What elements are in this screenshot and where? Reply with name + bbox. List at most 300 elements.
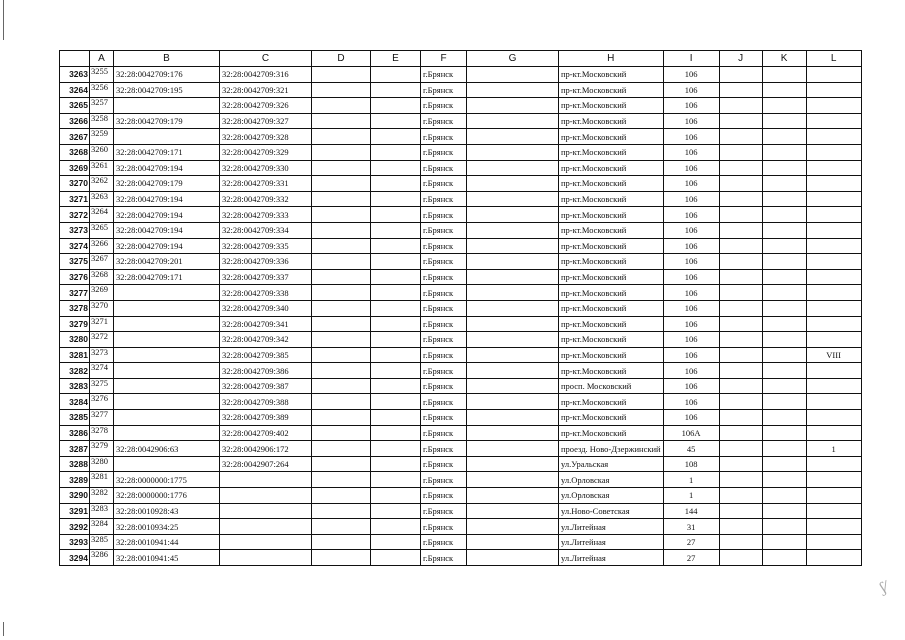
table-row — [60, 98, 862, 114]
row-number: 3271 — [60, 191, 90, 207]
cell-b: 32:28:0000000:1775 — [114, 472, 220, 488]
cell-b: 32:28:0042709:179 — [114, 113, 220, 129]
cell-j — [719, 207, 762, 223]
cell-k — [762, 410, 806, 426]
cell-g — [467, 113, 559, 129]
cell-j — [719, 113, 762, 129]
cell-c — [220, 550, 312, 566]
column-header-g: G — [467, 51, 559, 67]
cell-a: 3278 — [90, 425, 114, 441]
cell-h: проезд. Ново-Дзержинский — [559, 441, 664, 457]
cell-d — [312, 285, 371, 301]
row-number: 3273 — [60, 222, 90, 238]
cell-d — [312, 472, 371, 488]
cell-b — [114, 410, 220, 426]
cell-k — [762, 113, 806, 129]
row-number: 3282 — [60, 363, 90, 379]
cell-d — [312, 503, 371, 519]
cell-d — [312, 363, 371, 379]
table-row — [60, 113, 862, 129]
cell-a: 3257 — [90, 98, 114, 114]
cell-d — [312, 129, 371, 145]
cell-a: 3273 — [90, 347, 114, 363]
cell-l — [806, 238, 861, 254]
cell-d — [312, 238, 371, 254]
cell-b: 32:28:0042709:194 — [114, 222, 220, 238]
cell-j — [719, 425, 762, 441]
cell-i: 144 — [663, 503, 719, 519]
cell-j — [719, 285, 762, 301]
handwritten-mark-icon: ʃ⁄ — [877, 579, 891, 597]
cell-d — [312, 160, 371, 176]
cell-a: 3260 — [90, 144, 114, 160]
cell-l — [806, 519, 861, 535]
cell-b: 32:28:0000000:1776 — [114, 488, 220, 504]
cell-f: г.Брянск — [421, 129, 467, 145]
row-number: 3280 — [60, 332, 90, 348]
cell-a: 3262 — [90, 176, 114, 192]
cell-h: пр-кт.Московский — [559, 82, 664, 98]
cell-b — [114, 394, 220, 410]
cell-c: 32:28:0042709:333 — [220, 207, 312, 223]
cell-j — [719, 378, 762, 394]
cell-c: 32:28:0042709:337 — [220, 269, 312, 285]
cell-f: г.Брянск — [421, 456, 467, 472]
cell-k — [762, 534, 806, 550]
cell-k — [762, 550, 806, 566]
column-header-l: L — [806, 51, 861, 67]
column-header-k: K — [762, 51, 806, 67]
cell-f: г.Брянск — [421, 82, 467, 98]
column-header-f: F — [421, 51, 467, 67]
cell-g — [467, 300, 559, 316]
cell-d — [312, 394, 371, 410]
row-number: 3292 — [60, 519, 90, 535]
cell-h: пр-кт.Московский — [559, 300, 664, 316]
cell-k — [762, 176, 806, 192]
cell-d — [312, 207, 371, 223]
cell-k — [762, 441, 806, 457]
cell-a: 3284 — [90, 519, 114, 535]
column-header-i: I — [663, 51, 719, 67]
cell-e — [371, 207, 421, 223]
cell-i: 106 — [663, 394, 719, 410]
cell-l — [806, 82, 861, 98]
cell-e — [371, 503, 421, 519]
cell-f: г.Брянск — [421, 285, 467, 301]
cell-c: 32:28:0042709:389 — [220, 410, 312, 426]
cell-k — [762, 144, 806, 160]
row-number: 3267 — [60, 129, 90, 145]
cell-d — [312, 67, 371, 83]
column-header-j: J — [719, 51, 762, 67]
cell-f: г.Брянск — [421, 300, 467, 316]
cell-g — [467, 394, 559, 410]
cell-k — [762, 300, 806, 316]
table-row — [60, 129, 862, 145]
cell-b: 32:28:0010934:25 — [114, 519, 220, 535]
cell-c: 32:28:0042709:387 — [220, 378, 312, 394]
table-row — [60, 82, 862, 98]
cell-b — [114, 129, 220, 145]
row-number: 3293 — [60, 534, 90, 550]
cell-i: 31 — [663, 519, 719, 535]
cell-c: 32:28:0042709:336 — [220, 254, 312, 270]
cell-f: г.Брянск — [421, 144, 467, 160]
cell-i: 106 — [663, 410, 719, 426]
cell-h: просп. Московский — [559, 378, 664, 394]
cell-a: 3276 — [90, 394, 114, 410]
cell-a: 3282 — [90, 488, 114, 504]
cell-f: г.Брянск — [421, 394, 467, 410]
cell-b: 32:28:0010941:44 — [114, 534, 220, 550]
cell-l — [806, 316, 861, 332]
cell-h: пр-кт.Московский — [559, 176, 664, 192]
cell-d — [312, 113, 371, 129]
table-row — [60, 238, 862, 254]
cell-a: 3280 — [90, 456, 114, 472]
cell-j — [719, 254, 762, 270]
cell-e — [371, 98, 421, 114]
cell-a: 3283 — [90, 503, 114, 519]
cell-b — [114, 300, 220, 316]
cell-e — [371, 441, 421, 457]
cell-l — [806, 222, 861, 238]
cell-c: 32:28:0042709:321 — [220, 82, 312, 98]
cell-g — [467, 363, 559, 379]
cell-c: 32:28:0042709:386 — [220, 363, 312, 379]
cell-d — [312, 222, 371, 238]
cell-g — [467, 456, 559, 472]
cell-l — [806, 332, 861, 348]
cell-a: 3266 — [90, 238, 114, 254]
cell-d — [312, 519, 371, 535]
cell-a: 3275 — [90, 378, 114, 394]
cell-l — [806, 67, 861, 83]
cell-a: 3259 — [90, 129, 114, 145]
cell-f: г.Брянск — [421, 238, 467, 254]
cell-h: пр-кт.Московский — [559, 207, 664, 223]
cell-c: 32:28:0042709:388 — [220, 394, 312, 410]
table-row — [60, 519, 862, 535]
cell-a: 3255 — [90, 67, 114, 83]
cell-f: г.Брянск — [421, 160, 467, 176]
cell-i: 106 — [663, 347, 719, 363]
cell-i: 27 — [663, 550, 719, 566]
cell-b — [114, 347, 220, 363]
cell-f: г.Брянск — [421, 316, 467, 332]
cell-e — [371, 82, 421, 98]
cell-l — [806, 98, 861, 114]
cell-j — [719, 363, 762, 379]
row-number: 3276 — [60, 269, 90, 285]
cell-h: ул.Орловская — [559, 472, 664, 488]
cell-a: 3281 — [90, 472, 114, 488]
cell-h: пр-кт.Московский — [559, 67, 664, 83]
cell-b: 32:28:0010928:43 — [114, 503, 220, 519]
cell-c: 32:28:0042709:385 — [220, 347, 312, 363]
row-number: 3294 — [60, 550, 90, 566]
cell-a: 3261 — [90, 160, 114, 176]
cell-k — [762, 425, 806, 441]
cell-g — [467, 238, 559, 254]
cell-h: пр-кт.Московский — [559, 144, 664, 160]
cell-j — [719, 519, 762, 535]
cell-d — [312, 332, 371, 348]
scan-edge-mark-top — [3, 0, 4, 40]
cell-l — [806, 410, 861, 426]
cell-k — [762, 394, 806, 410]
cell-c: 32:28:0042709:316 — [220, 67, 312, 83]
row-number: 3278 — [60, 300, 90, 316]
column-header-h: H — [559, 51, 664, 67]
cell-j — [719, 488, 762, 504]
cell-a: 3258 — [90, 113, 114, 129]
cell-f: г.Брянск — [421, 332, 467, 348]
cell-a: 3256 — [90, 82, 114, 98]
cell-b — [114, 363, 220, 379]
cell-j — [719, 98, 762, 114]
cell-l — [806, 394, 861, 410]
cell-d — [312, 378, 371, 394]
cell-i: 106 — [663, 300, 719, 316]
cell-c: 32:28:0042709:332 — [220, 191, 312, 207]
cell-f: г.Брянск — [421, 441, 467, 457]
cell-c — [220, 488, 312, 504]
cell-i: 106 — [663, 207, 719, 223]
cell-e — [371, 222, 421, 238]
table-row — [60, 410, 862, 426]
cell-g — [467, 519, 559, 535]
table-row — [60, 425, 862, 441]
cell-l — [806, 160, 861, 176]
cell-c: 32:28:0042709:335 — [220, 238, 312, 254]
cell-f: г.Брянск — [421, 410, 467, 426]
cell-h: пр-кт.Московский — [559, 316, 664, 332]
cell-h: пр-кт.Московский — [559, 425, 664, 441]
cell-k — [762, 129, 806, 145]
cell-i: 106А — [663, 425, 719, 441]
cell-g — [467, 144, 559, 160]
cell-d — [312, 550, 371, 566]
column-header-row — [60, 51, 862, 67]
cell-e — [371, 67, 421, 83]
cell-i: 106 — [663, 191, 719, 207]
cell-h: ул.Литейная — [559, 550, 664, 566]
cell-b — [114, 378, 220, 394]
cell-l — [806, 503, 861, 519]
cell-a: 3265 — [90, 222, 114, 238]
cell-k — [762, 160, 806, 176]
cell-i: 106 — [663, 316, 719, 332]
cell-l — [806, 363, 861, 379]
cell-l — [806, 191, 861, 207]
cell-c: 32:28:0042709:341 — [220, 316, 312, 332]
cell-c: 32:28:0042709:334 — [220, 222, 312, 238]
cell-l — [806, 534, 861, 550]
cell-k — [762, 82, 806, 98]
cell-h: пр-кт.Московский — [559, 410, 664, 426]
cell-h: пр-кт.Московский — [559, 254, 664, 270]
table-row — [60, 254, 862, 270]
cell-i: 106 — [663, 378, 719, 394]
cell-d — [312, 144, 371, 160]
cell-i: 106 — [663, 113, 719, 129]
cell-e — [371, 160, 421, 176]
cell-d — [312, 82, 371, 98]
cell-g — [467, 191, 559, 207]
row-number: 3286 — [60, 425, 90, 441]
cell-c — [220, 503, 312, 519]
row-number: 3285 — [60, 410, 90, 426]
cell-g — [467, 222, 559, 238]
cell-j — [719, 269, 762, 285]
cell-e — [371, 144, 421, 160]
cell-b: 32:28:0042709:171 — [114, 144, 220, 160]
cell-e — [371, 238, 421, 254]
cell-f: г.Брянск — [421, 269, 467, 285]
cell-c: 32:28:0042709:329 — [220, 144, 312, 160]
cell-d — [312, 441, 371, 457]
row-number: 3290 — [60, 488, 90, 504]
cell-h: пр-кт.Московский — [559, 98, 664, 114]
table-row — [60, 191, 862, 207]
cell-d — [312, 191, 371, 207]
cell-i: 106 — [663, 144, 719, 160]
cell-g — [467, 378, 559, 394]
cell-f: г.Брянск — [421, 378, 467, 394]
table-row — [60, 300, 862, 316]
cell-f: г.Брянск — [421, 519, 467, 535]
cell-j — [719, 129, 762, 145]
scan-edge-mark-bottom — [3, 622, 4, 636]
cell-h: пр-кт.Московский — [559, 394, 664, 410]
cell-b — [114, 98, 220, 114]
cell-k — [762, 269, 806, 285]
table-row — [60, 441, 862, 457]
cell-l — [806, 378, 861, 394]
cell-l — [806, 285, 861, 301]
cell-d — [312, 300, 371, 316]
cell-c: 32:28:0042709:327 — [220, 113, 312, 129]
cell-e — [371, 176, 421, 192]
cell-f: г.Брянск — [421, 254, 467, 270]
cell-k — [762, 503, 806, 519]
cell-h: пр-кт.Московский — [559, 347, 664, 363]
cell-a: 3285 — [90, 534, 114, 550]
table-row — [60, 67, 862, 83]
cell-g — [467, 472, 559, 488]
cell-a: 3271 — [90, 316, 114, 332]
cell-j — [719, 316, 762, 332]
cell-k — [762, 347, 806, 363]
cell-c: 32:28:0042906:172 — [220, 441, 312, 457]
cell-g — [467, 332, 559, 348]
cell-i: 1 — [663, 472, 719, 488]
cell-g — [467, 207, 559, 223]
cell-c — [220, 519, 312, 535]
cell-i: 106 — [663, 285, 719, 301]
cell-b: 32:28:0042709:194 — [114, 207, 220, 223]
table-row — [60, 456, 862, 472]
cell-k — [762, 488, 806, 504]
cell-k — [762, 456, 806, 472]
cell-f: г.Брянск — [421, 472, 467, 488]
cell-d — [312, 456, 371, 472]
cell-h: ул.Литейная — [559, 519, 664, 535]
row-number: 3274 — [60, 238, 90, 254]
cell-h: ул.Ново-Советская — [559, 503, 664, 519]
table-row — [60, 363, 862, 379]
cell-c: 32:28:0042709:330 — [220, 160, 312, 176]
cell-l: 1 — [806, 441, 861, 457]
cell-k — [762, 316, 806, 332]
cell-i: 106 — [663, 363, 719, 379]
cell-e — [371, 285, 421, 301]
cell-d — [312, 316, 371, 332]
cell-h: пр-кт.Московский — [559, 222, 664, 238]
cell-g — [467, 160, 559, 176]
cell-e — [371, 191, 421, 207]
cell-g — [467, 347, 559, 363]
cell-g — [467, 534, 559, 550]
cell-j — [719, 332, 762, 348]
row-number: 3277 — [60, 285, 90, 301]
cell-c: 32:28:0042709:326 — [220, 98, 312, 114]
cell-j — [719, 394, 762, 410]
cell-g — [467, 410, 559, 426]
cell-j — [719, 534, 762, 550]
cell-b — [114, 456, 220, 472]
cell-g — [467, 488, 559, 504]
cell-a: 3277 — [90, 410, 114, 426]
row-number: 3266 — [60, 113, 90, 129]
cell-j — [719, 222, 762, 238]
cell-l — [806, 113, 861, 129]
cell-j — [719, 347, 762, 363]
table-row — [60, 378, 862, 394]
cell-b: 32:28:0042709:194 — [114, 191, 220, 207]
cell-l — [806, 207, 861, 223]
row-number: 3281 — [60, 347, 90, 363]
cell-a: 3286 — [90, 550, 114, 566]
cell-i: 108 — [663, 456, 719, 472]
cell-k — [762, 285, 806, 301]
cell-h: пр-кт.Московский — [559, 238, 664, 254]
cell-c: 32:28:0042709:402 — [220, 425, 312, 441]
cell-i: 106 — [663, 82, 719, 98]
table-row — [60, 207, 862, 223]
cell-d — [312, 98, 371, 114]
cell-d — [312, 269, 371, 285]
cell-l — [806, 550, 861, 566]
cell-d — [312, 347, 371, 363]
cell-e — [371, 550, 421, 566]
cell-b — [114, 332, 220, 348]
cell-k — [762, 207, 806, 223]
row-number: 3263 — [60, 67, 90, 83]
cell-f: г.Брянск — [421, 207, 467, 223]
cell-a: 3272 — [90, 332, 114, 348]
cell-f: г.Брянск — [421, 98, 467, 114]
cell-h: ул.Уральская — [559, 456, 664, 472]
cell-l — [806, 176, 861, 192]
cell-b — [114, 285, 220, 301]
cell-b: 32:28:0042906:63 — [114, 441, 220, 457]
row-number: 3272 — [60, 207, 90, 223]
row-number: 3279 — [60, 316, 90, 332]
cell-c: 32:28:0042907:264 — [220, 456, 312, 472]
